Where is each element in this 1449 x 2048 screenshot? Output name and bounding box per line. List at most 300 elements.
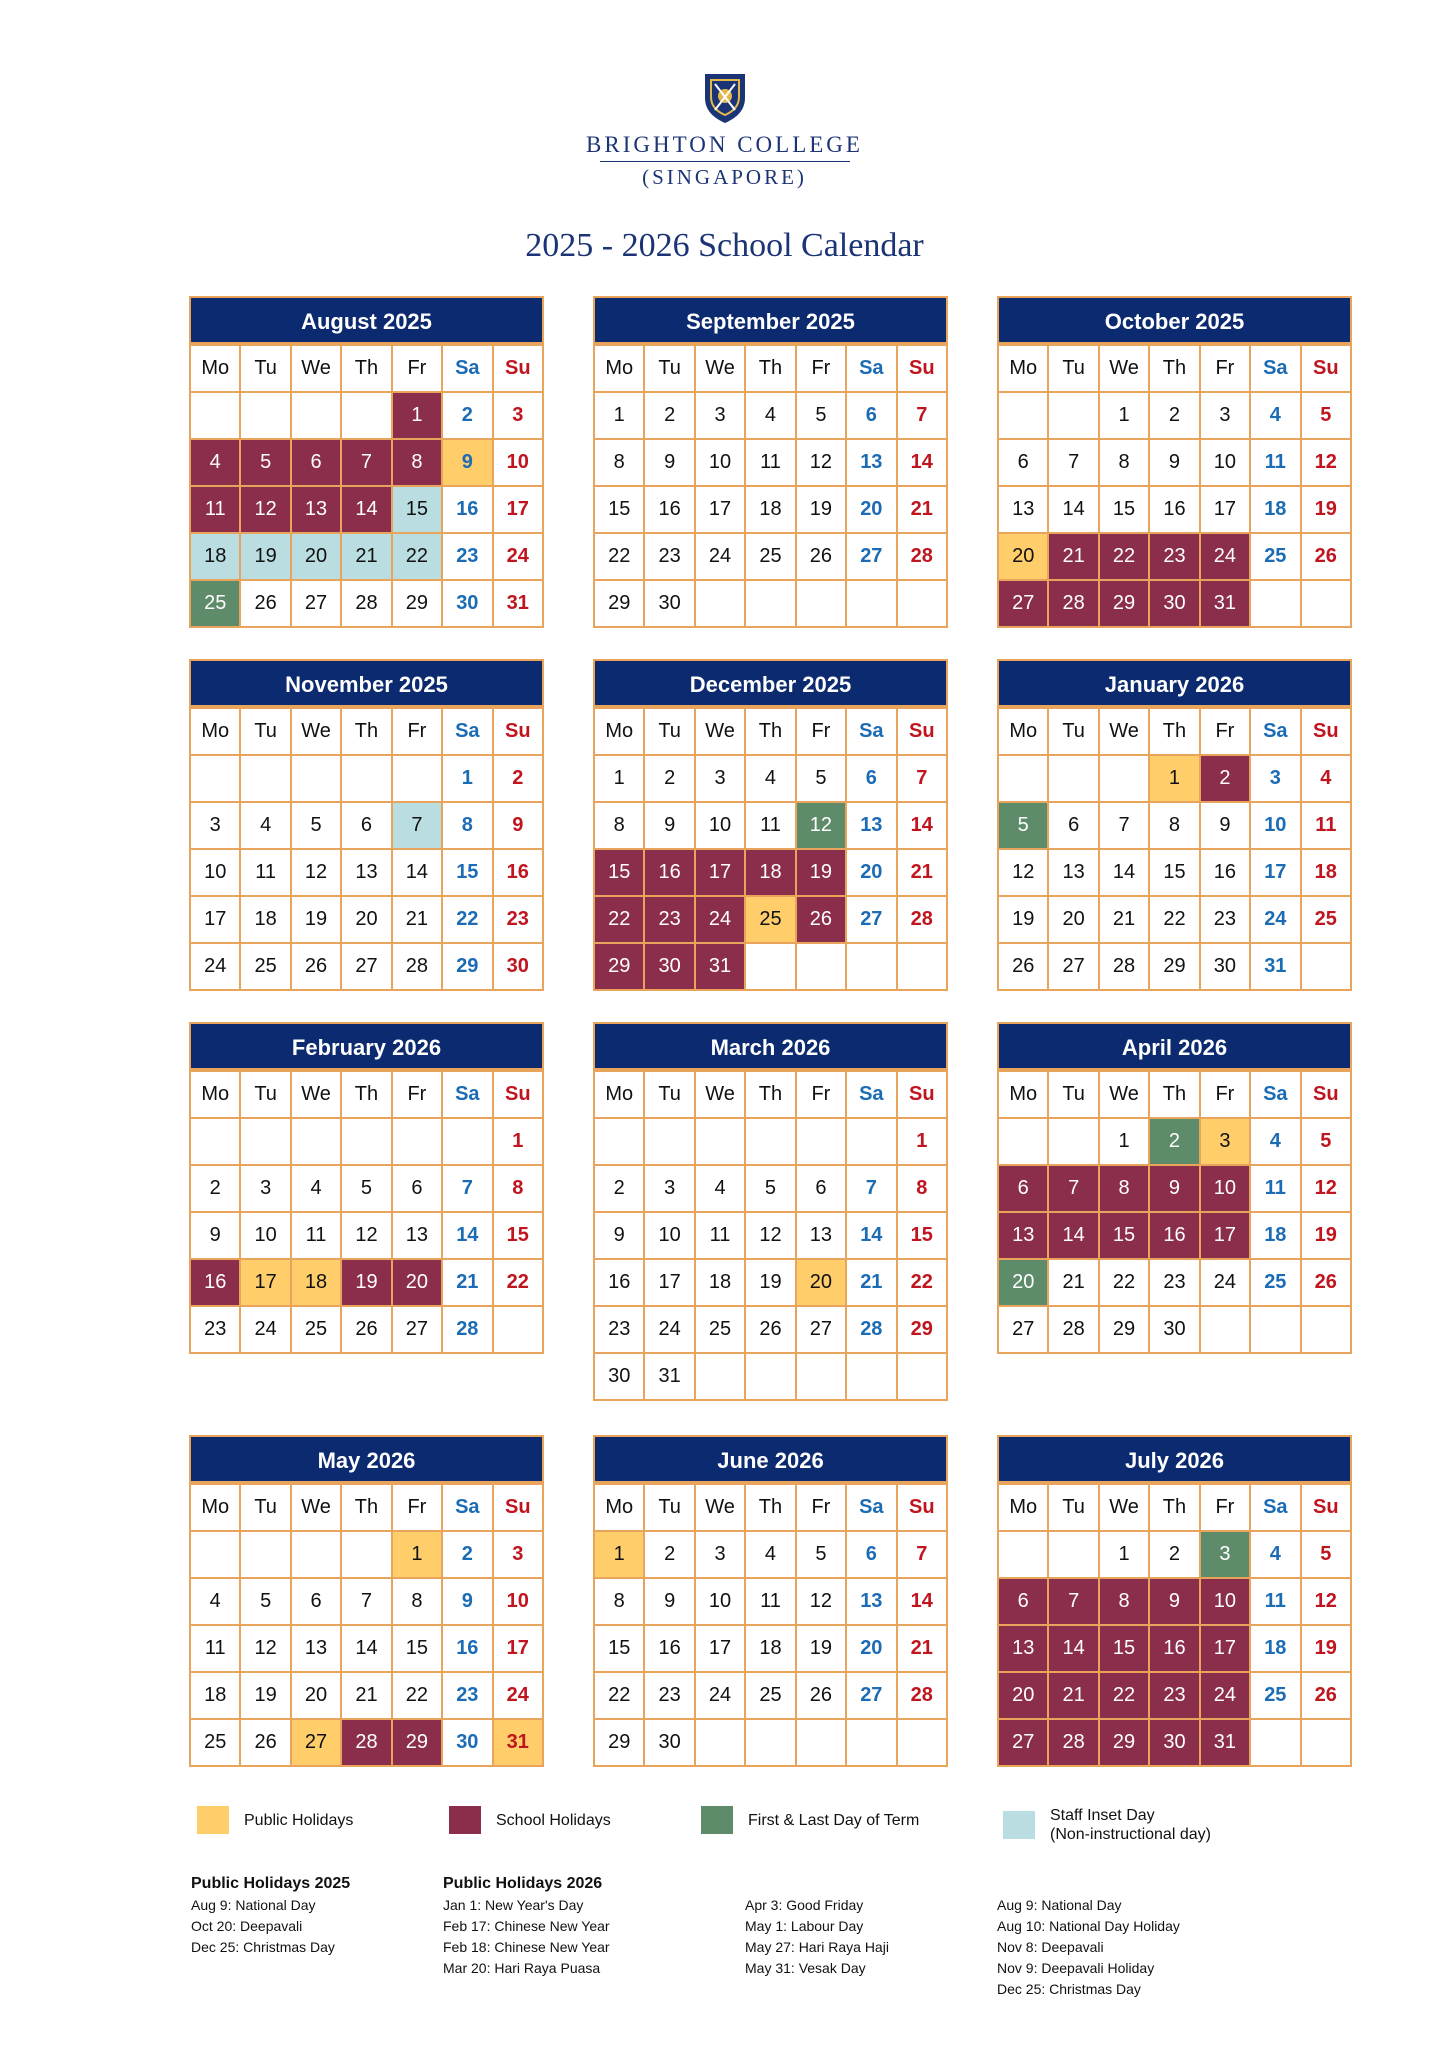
day-cell: 21 <box>897 486 947 533</box>
day-cell: 28 <box>392 943 442 990</box>
day-cell: 5 <box>796 1531 846 1578</box>
day-cell: 17 <box>1250 849 1300 896</box>
day-cell: 24 <box>493 1672 543 1719</box>
day-cell: 27 <box>846 533 896 580</box>
empty-cell <box>846 943 896 990</box>
day-cell: 19 <box>796 486 846 533</box>
day-cell: 27 <box>1048 943 1098 990</box>
day-cell: 31 <box>493 1719 543 1766</box>
empty-cell <box>1301 580 1351 627</box>
day-cell: 2 <box>644 392 694 439</box>
day-cell: 27 <box>291 1719 341 1766</box>
day-cell: 17 <box>493 486 543 533</box>
day-cell: 15 <box>442 849 492 896</box>
day-cell: 18 <box>1250 1212 1300 1259</box>
empty-cell <box>341 755 391 802</box>
day-cell: 2 <box>442 392 492 439</box>
day-cell: 21 <box>341 1672 391 1719</box>
weekday-header: We <box>695 1071 745 1118</box>
day-cell: 20 <box>291 533 341 580</box>
empty-cell <box>796 1719 846 1766</box>
weekday-header: We <box>695 345 745 392</box>
day-cell: 15 <box>594 1625 644 1672</box>
day-cell: 9 <box>190 1212 240 1259</box>
day-cell: 7 <box>392 802 442 849</box>
day-cell: 28 <box>897 533 947 580</box>
weekday-header: Th <box>745 708 795 755</box>
day-cell: 2 <box>1149 1118 1199 1165</box>
empty-cell <box>846 1118 896 1165</box>
day-cell: 15 <box>392 486 442 533</box>
day-cell: 13 <box>998 1625 1048 1672</box>
month-grid <box>593 344 948 628</box>
weekday-header: Fr <box>796 708 846 755</box>
day-cell: 4 <box>240 802 290 849</box>
day-cell: 8 <box>392 439 442 486</box>
day-cell: 3 <box>1200 1118 1250 1165</box>
day-cell: 29 <box>594 943 644 990</box>
legend-label: First & Last Day of Term <box>748 1811 920 1829</box>
day-cell: 30 <box>594 1353 644 1400</box>
day-cell: 3 <box>240 1165 290 1212</box>
day-cell: 3 <box>493 392 543 439</box>
day-cell: 20 <box>998 1672 1048 1719</box>
day-cell: 30 <box>493 943 543 990</box>
weekday-header: Su <box>897 1071 947 1118</box>
day-cell: 26 <box>240 1719 290 1766</box>
day-cell: 19 <box>796 849 846 896</box>
day-cell: 17 <box>1200 486 1250 533</box>
weekday-header: Mo <box>190 1484 240 1531</box>
legend-item-inset <box>1003 1806 1211 1844</box>
day-cell: 6 <box>1048 802 1098 849</box>
weekday-header: Tu <box>644 345 694 392</box>
day-cell: 13 <box>998 486 1048 533</box>
weekday-header: Mo <box>998 345 1048 392</box>
empty-cell <box>240 1531 290 1578</box>
weekday-header: Su <box>493 1071 543 1118</box>
day-cell: 8 <box>493 1165 543 1212</box>
legend-swatch <box>197 1806 229 1834</box>
day-cell: 19 <box>745 1259 795 1306</box>
day-cell: 15 <box>392 1625 442 1672</box>
month-grid <box>189 344 544 628</box>
day-cell: 25 <box>1301 896 1351 943</box>
day-cell: 30 <box>644 1719 694 1766</box>
weekday-header: Tu <box>1048 708 1098 755</box>
empty-cell <box>695 1118 745 1165</box>
weekday-header: We <box>1099 345 1149 392</box>
day-cell: 28 <box>846 1306 896 1353</box>
empty-cell <box>695 1353 745 1400</box>
month-calendar <box>189 296 544 628</box>
day-cell: 14 <box>897 1578 947 1625</box>
day-cell: 29 <box>1099 1306 1149 1353</box>
day-cell: 1 <box>1149 755 1199 802</box>
day-cell: 30 <box>1200 943 1250 990</box>
day-cell: 1 <box>442 755 492 802</box>
legend-swatch <box>449 1806 481 1834</box>
holiday-item: Feb 17: Chinese New Year <box>443 1918 610 1934</box>
day-cell: 8 <box>1099 439 1149 486</box>
day-cell: 24 <box>695 896 745 943</box>
day-cell: 18 <box>190 1672 240 1719</box>
day-cell: 30 <box>442 580 492 627</box>
day-cell: 19 <box>1301 486 1351 533</box>
weekday-header: Sa <box>442 345 492 392</box>
weekday-header: Mo <box>998 1484 1048 1531</box>
day-cell: 4 <box>291 1165 341 1212</box>
day-cell: 12 <box>1301 439 1351 486</box>
day-cell: 29 <box>392 580 442 627</box>
day-cell: 14 <box>1048 1625 1098 1672</box>
day-cell: 11 <box>1250 439 1300 486</box>
day-cell: 2 <box>493 755 543 802</box>
day-cell: 15 <box>1149 849 1199 896</box>
day-cell: 11 <box>745 802 795 849</box>
day-cell: 17 <box>240 1259 290 1306</box>
day-cell: 27 <box>998 580 1048 627</box>
day-cell: 5 <box>341 1165 391 1212</box>
day-cell: 27 <box>796 1306 846 1353</box>
month-title: June 2026 <box>593 1435 948 1483</box>
weekday-header: Fr <box>1200 345 1250 392</box>
day-cell: 18 <box>1250 486 1300 533</box>
day-cell: 16 <box>493 849 543 896</box>
day-cell: 21 <box>1048 1259 1098 1306</box>
weekday-header: We <box>1099 1071 1149 1118</box>
month-grid <box>189 1483 544 1767</box>
day-cell: 21 <box>897 1625 947 1672</box>
holidays-2026-col3 <box>997 1895 1180 2000</box>
day-cell: 24 <box>695 1672 745 1719</box>
empty-cell <box>897 1353 947 1400</box>
weekday-header: Mo <box>190 708 240 755</box>
legend-swatch <box>701 1806 733 1834</box>
weekday-header: Tu <box>1048 1071 1098 1118</box>
page-title: 2025 - 2026 School Calendar <box>525 227 924 264</box>
day-cell: 23 <box>644 533 694 580</box>
day-cell: 10 <box>493 439 543 486</box>
day-cell: 31 <box>493 580 543 627</box>
weekday-header: Fr <box>796 1484 846 1531</box>
day-cell: 28 <box>1048 1719 1098 1766</box>
day-cell: 11 <box>1301 802 1351 849</box>
empty-cell <box>341 1118 391 1165</box>
empty-cell <box>796 1353 846 1400</box>
day-cell: 15 <box>594 486 644 533</box>
weekday-header: Fr <box>392 1484 442 1531</box>
day-cell: 29 <box>594 1719 644 1766</box>
empty-cell <box>998 1531 1048 1578</box>
month-grid <box>189 1070 544 1354</box>
weekday-header: Sa <box>442 1484 492 1531</box>
college-name: BRIGHTON COLLEGE <box>586 132 863 157</box>
weekday-header: Th <box>1149 1071 1199 1118</box>
empty-cell <box>846 580 896 627</box>
holidays-2025-title: Public Holidays 2025 <box>191 1875 351 1892</box>
month-calendar <box>189 659 544 991</box>
day-cell: 25 <box>291 1306 341 1353</box>
day-cell: 9 <box>442 1578 492 1625</box>
day-cell: 26 <box>998 943 1048 990</box>
month-title: October 2025 <box>997 296 1352 344</box>
day-cell: 21 <box>392 896 442 943</box>
weekday-header: Th <box>341 1484 391 1531</box>
day-cell: 29 <box>392 1719 442 1766</box>
day-cell: 11 <box>745 439 795 486</box>
day-cell: 23 <box>594 1306 644 1353</box>
day-cell: 18 <box>745 849 795 896</box>
day-cell: 22 <box>392 1672 442 1719</box>
legend-label: School Holidays <box>496 1811 611 1829</box>
day-cell: 4 <box>745 755 795 802</box>
weekday-header: Su <box>1301 708 1351 755</box>
day-cell: 8 <box>594 802 644 849</box>
month-title: April 2026 <box>997 1022 1352 1070</box>
day-cell: 26 <box>796 896 846 943</box>
day-cell: 23 <box>1149 1259 1199 1306</box>
day-cell: 28 <box>897 1672 947 1719</box>
weekday-header: Su <box>1301 1484 1351 1531</box>
weekday-header: Su <box>897 708 947 755</box>
weekday-header: Fr <box>1200 708 1250 755</box>
day-cell: 2 <box>1149 392 1199 439</box>
day-cell: 11 <box>1250 1165 1300 1212</box>
weekday-header: Fr <box>392 708 442 755</box>
weekday-header: Mo <box>998 708 1048 755</box>
holidays-2026-title: Public Holidays 2026 <box>443 1875 603 1892</box>
empty-cell <box>745 1719 795 1766</box>
day-cell: 16 <box>1149 1625 1199 1672</box>
day-cell: 16 <box>190 1259 240 1306</box>
day-cell: 26 <box>291 943 341 990</box>
day-cell: 2 <box>1149 1531 1199 1578</box>
day-cell: 26 <box>1301 1672 1351 1719</box>
holiday-item: Mar 20: Hari Raya Puasa <box>443 1960 601 1976</box>
day-cell: 8 <box>594 439 644 486</box>
empty-cell <box>998 1118 1048 1165</box>
month-title: January 2026 <box>997 659 1352 707</box>
day-cell: 31 <box>695 943 745 990</box>
weekday-header: Su <box>897 345 947 392</box>
day-cell: 17 <box>644 1259 694 1306</box>
weekday-header: Tu <box>644 1071 694 1118</box>
day-cell: 4 <box>745 392 795 439</box>
month-calendar <box>593 1435 948 1767</box>
day-cell: 25 <box>745 896 795 943</box>
weekday-header: Th <box>1149 1484 1199 1531</box>
day-cell: 3 <box>695 755 745 802</box>
day-cell: 19 <box>1301 1625 1351 1672</box>
empty-cell <box>240 755 290 802</box>
holidays-2026-col2 <box>745 1895 889 1979</box>
weekday-header: Su <box>493 708 543 755</box>
day-cell: 28 <box>1048 580 1098 627</box>
legend-item-term <box>701 1806 919 1834</box>
day-cell: 20 <box>341 896 391 943</box>
empty-cell <box>1250 1306 1300 1353</box>
empty-cell <box>1048 392 1098 439</box>
weekday-header: We <box>291 1071 341 1118</box>
day-cell: 12 <box>796 1578 846 1625</box>
day-cell: 10 <box>190 849 240 896</box>
day-cell: 16 <box>1149 1212 1199 1259</box>
empty-cell <box>1200 1306 1250 1353</box>
day-cell: 16 <box>1200 849 1250 896</box>
day-cell: 18 <box>291 1259 341 1306</box>
day-cell: 21 <box>442 1259 492 1306</box>
day-cell: 1 <box>1099 1118 1149 1165</box>
day-cell: 9 <box>644 802 694 849</box>
day-cell: 14 <box>1099 849 1149 896</box>
day-cell: 28 <box>897 896 947 943</box>
day-cell: 30 <box>644 580 694 627</box>
month-grid <box>593 1483 948 1767</box>
empty-cell <box>1301 1306 1351 1353</box>
day-cell: 5 <box>1301 392 1351 439</box>
day-cell: 23 <box>493 896 543 943</box>
day-cell: 23 <box>1149 533 1199 580</box>
day-cell: 24 <box>240 1306 290 1353</box>
day-cell: 18 <box>745 486 795 533</box>
day-cell: 24 <box>493 533 543 580</box>
day-cell: 14 <box>392 849 442 896</box>
day-cell: 4 <box>745 1531 795 1578</box>
day-cell: 7 <box>897 755 947 802</box>
day-cell: 27 <box>392 1306 442 1353</box>
day-cell: 25 <box>745 533 795 580</box>
day-cell: 23 <box>1149 1672 1199 1719</box>
day-cell: 11 <box>291 1212 341 1259</box>
day-cell: 16 <box>442 486 492 533</box>
month-title: November 2025 <box>189 659 544 707</box>
holiday-item: May 27: Hari Raya Haji <box>745 1939 889 1955</box>
month-grid <box>997 344 1352 628</box>
day-cell: 1 <box>392 392 442 439</box>
day-cell: 14 <box>341 486 391 533</box>
day-cell: 18 <box>695 1259 745 1306</box>
day-cell: 19 <box>341 1259 391 1306</box>
day-cell: 6 <box>846 392 896 439</box>
day-cell: 9 <box>1149 1165 1199 1212</box>
weekday-header: Mo <box>998 1071 1048 1118</box>
day-cell: 3 <box>493 1531 543 1578</box>
day-cell: 10 <box>1200 1578 1250 1625</box>
month-title: July 2026 <box>997 1435 1352 1483</box>
day-cell: 12 <box>341 1212 391 1259</box>
day-cell: 8 <box>1099 1578 1149 1625</box>
legend-label: Staff Inset Day (Non-instructional day) <box>1050 1807 1211 1843</box>
day-cell: 22 <box>594 1672 644 1719</box>
day-cell: 13 <box>291 486 341 533</box>
day-cell: 10 <box>695 802 745 849</box>
day-cell: 16 <box>442 1625 492 1672</box>
day-cell: 1 <box>392 1531 442 1578</box>
empty-cell <box>745 943 795 990</box>
day-cell: 8 <box>594 1578 644 1625</box>
day-cell: 2 <box>1200 755 1250 802</box>
day-cell: 23 <box>190 1306 240 1353</box>
empty-cell <box>1048 1531 1098 1578</box>
day-cell: 9 <box>644 1578 694 1625</box>
day-cell: 25 <box>190 1719 240 1766</box>
day-cell: 22 <box>493 1259 543 1306</box>
holiday-item: May 31: Vesak Day <box>745 1960 866 1976</box>
empty-cell <box>493 1306 543 1353</box>
day-cell: 14 <box>442 1212 492 1259</box>
day-cell: 25 <box>745 1672 795 1719</box>
day-cell: 25 <box>695 1306 745 1353</box>
empty-cell <box>392 755 442 802</box>
day-cell: 2 <box>644 755 694 802</box>
legend-swatch <box>1003 1811 1035 1839</box>
day-cell: 19 <box>796 1625 846 1672</box>
empty-cell <box>1048 755 1098 802</box>
day-cell: 29 <box>1149 943 1199 990</box>
weekday-header: Tu <box>240 1484 290 1531</box>
day-cell: 2 <box>190 1165 240 1212</box>
day-cell: 5 <box>745 1165 795 1212</box>
day-cell: 3 <box>1200 1531 1250 1578</box>
day-cell: 15 <box>493 1212 543 1259</box>
empty-cell <box>846 1719 896 1766</box>
day-cell: 25 <box>190 580 240 627</box>
day-cell: 22 <box>594 533 644 580</box>
month-calendar <box>593 659 948 991</box>
day-cell: 11 <box>745 1578 795 1625</box>
day-cell: 10 <box>1200 439 1250 486</box>
month-grid <box>593 707 948 991</box>
day-cell: 20 <box>846 486 896 533</box>
empty-cell <box>745 1353 795 1400</box>
day-cell: 7 <box>846 1165 896 1212</box>
day-cell: 18 <box>240 896 290 943</box>
day-cell: 16 <box>1149 486 1199 533</box>
empty-cell <box>1250 1719 1300 1766</box>
day-cell: 9 <box>442 439 492 486</box>
weekday-header: Th <box>745 345 795 392</box>
weekday-header: Sa <box>1250 708 1300 755</box>
weekday-header: Mo <box>594 1484 644 1531</box>
day-cell: 7 <box>1048 1165 1098 1212</box>
day-cell: 1 <box>1099 392 1149 439</box>
month-grid <box>997 1070 1352 1354</box>
empty-cell <box>644 1118 694 1165</box>
day-cell: 11 <box>240 849 290 896</box>
empty-cell <box>291 1118 341 1165</box>
holiday-item: Nov 9: Deepavali Holiday <box>997 1960 1155 1976</box>
day-cell: 21 <box>1099 896 1149 943</box>
weekday-header: Fr <box>796 1071 846 1118</box>
weekday-header: Tu <box>644 708 694 755</box>
day-cell: 18 <box>1250 1625 1300 1672</box>
empty-cell <box>392 1118 442 1165</box>
month-calendar <box>997 659 1352 991</box>
day-cell: 4 <box>1250 1531 1300 1578</box>
day-cell: 12 <box>291 849 341 896</box>
weekday-header: Mo <box>190 1071 240 1118</box>
weekday-header: Sa <box>846 1071 896 1118</box>
day-cell: 29 <box>594 580 644 627</box>
day-cell: 20 <box>392 1259 442 1306</box>
day-cell: 12 <box>745 1212 795 1259</box>
holidays-2026-col1 <box>443 1873 610 1979</box>
weekday-header: Th <box>1149 345 1199 392</box>
day-cell: 17 <box>1200 1625 1250 1672</box>
day-cell: 2 <box>594 1165 644 1212</box>
weekday-header: Th <box>1149 708 1199 755</box>
